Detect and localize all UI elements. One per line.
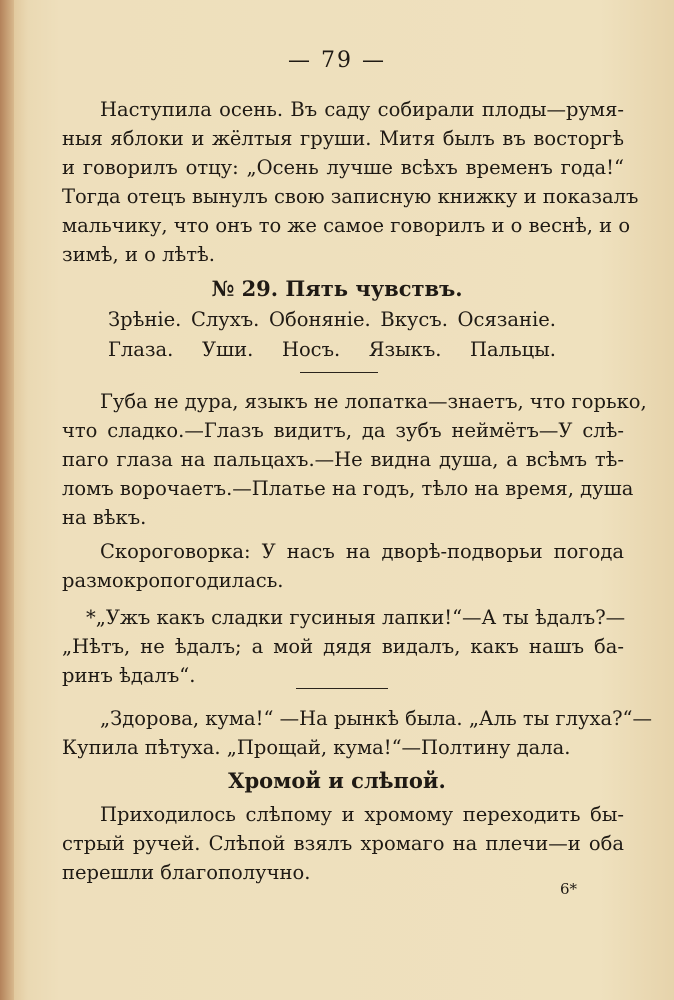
section-heading-lame-and-blind: Хромой и слѣпой. [228,768,446,793]
page-spine-edge [0,0,14,1000]
text-line: Губа не дура, языкъ не лопатка—знаетъ, что горько, [100,390,647,413]
text-line: Купила пѣтуха. „Прощай, кума!“—Полтину дала. [62,736,571,759]
paragraph-lame-and-blind [62,800,624,887]
text-line: Тогда отецъ вынулъ свою записную книжку и показалъ [62,185,639,208]
text-line: паго глаза на пальцахъ.—Не видна душа, а всѣмъ тѣ- [62,448,624,471]
text-line: ныя яблоки и жёлтыя груши. Митя былъ въ восторгѣ [62,127,624,150]
text-line: мальчику, что онъ то же самое говорилъ и о веснѣ, и о [62,214,631,237]
signature-mark: 6* [560,880,578,898]
text-line: перешли благополучно. [62,861,311,884]
organ-item: Глаза. [108,338,174,361]
paragraph-goose-feet [62,603,624,690]
text-line: Приходилось слѣпому и хромому переходить бы- [100,803,624,826]
text-line: стрый ручей. Слѣпой взялъ хромаго на плечи—и оба [62,832,624,855]
divider-rule [296,688,388,689]
text-line: на вѣкъ. [62,506,147,529]
text-line: зимѣ, и о лѣтѣ. [62,243,215,266]
sense-item: Зрѣніе. [108,308,182,331]
sense-item: Осязаніе. [457,308,556,331]
paragraph-kuma [62,704,653,762]
senses-row [108,308,556,331]
divider-rule [300,372,378,373]
text-line: „Здорова, кума!“ —На рынкѣ была. „Аль ты глуха?“— [100,707,653,730]
organ-item: Пальцы. [470,338,556,361]
organ-item: Носъ. [281,338,341,361]
text-line: и говорилъ отцу: „Осень лучше всѣхъ временъ года!“ [62,156,624,179]
sense-item: Вкусъ. [380,308,448,331]
sense-item: Обоняніе. [269,308,371,331]
text-line: размокропогодилась. [62,569,284,592]
paragraph-autumn [62,95,639,269]
organ-item: Уши. [201,338,254,361]
text-line: *„Ужъ какъ сладки гусиныя лапки!“—А ты ѣдалъ?— [86,606,626,629]
section-heading-five-senses: № 29. Пять чувствъ. [211,276,463,301]
organs-row [108,338,556,361]
text-line: Скороговорка: У насъ на дворѣ-подворьи погода [100,540,624,563]
text-line: „Нѣтъ, не ѣдалъ; а мой дядя видалъ, какъ нашъ ба- [62,635,624,658]
text-line: ломъ ворочаетъ.—Платье на годъ, тѣло на время, душа [62,477,634,500]
paragraph-tongue-twister [62,537,624,595]
text-line: что сладко.—Глазъ видитъ, да зубъ неймётъ—У слѣ- [62,419,624,442]
text-line: Наступила осень. Въ саду собирали плоды—румя- [100,98,624,121]
page-number: — 79 — [288,48,386,73]
paragraph-proverbs [62,387,647,532]
text-line: ринъ ѣдалъ“. [62,664,196,687]
sense-item: Слухъ. [191,308,260,331]
organ-item: Языкъ. [368,338,442,361]
